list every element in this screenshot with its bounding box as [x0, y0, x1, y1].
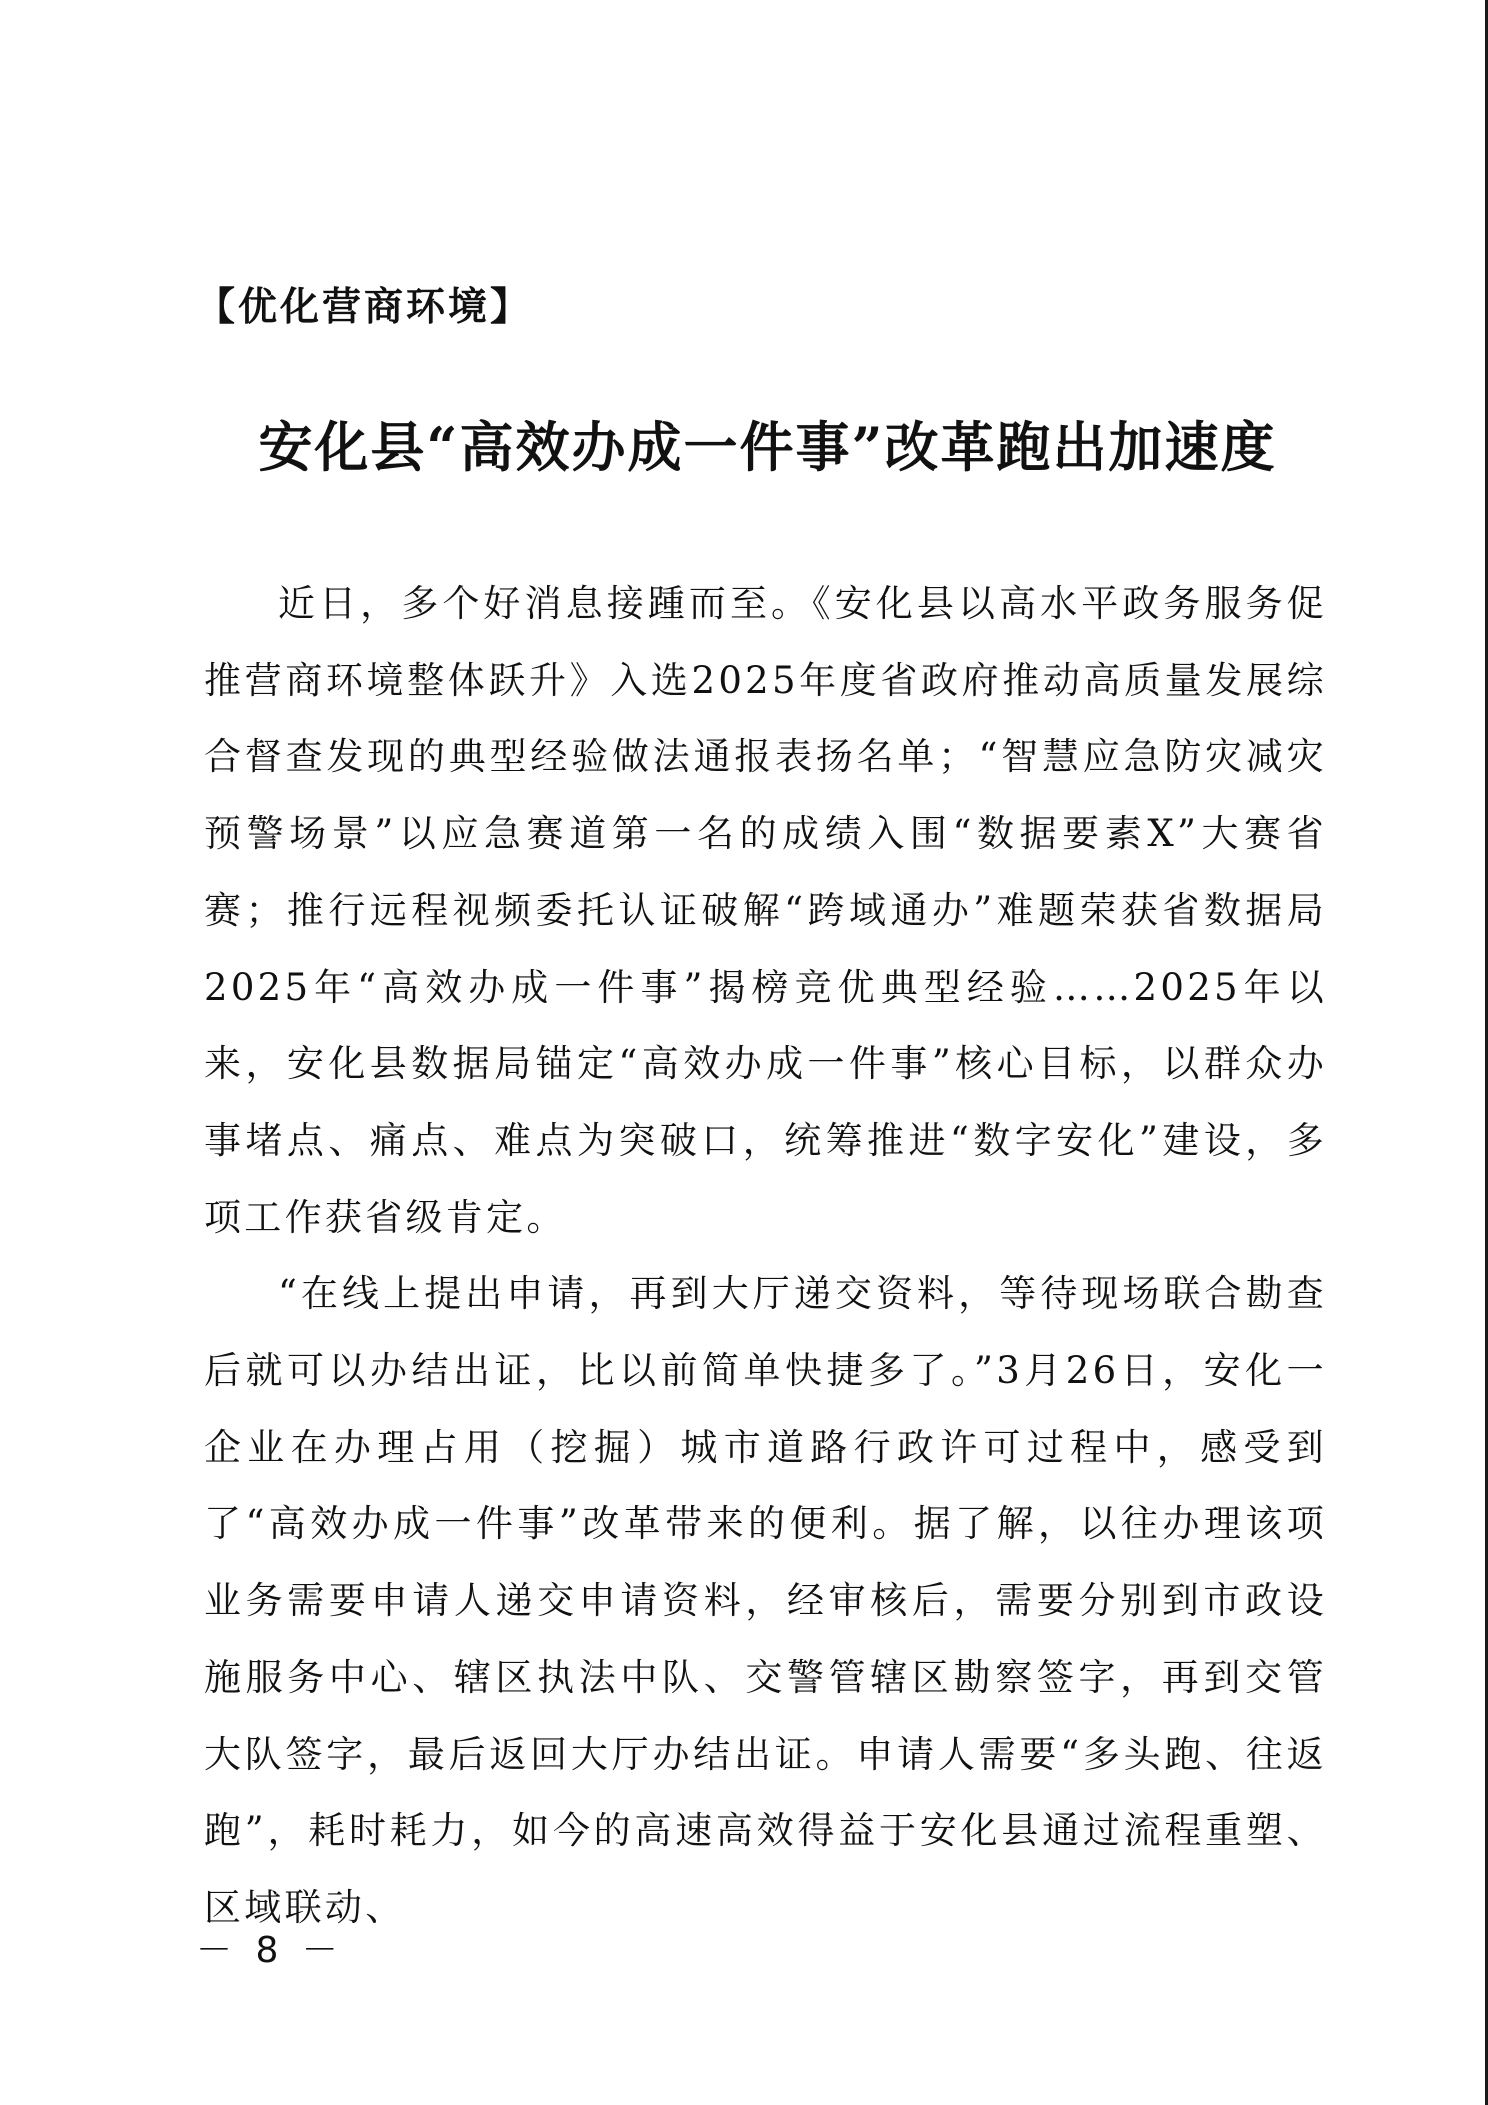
page-number: － 8 － — [196, 1930, 344, 1971]
article-title: 安化县“高效办成一件事”改革跑出加速度 — [258, 415, 1277, 479]
paragraph-1: 近日，多个好消息接踵而至。《安化县以高水平政务服务促推营商环境整体跃升》入选2025年度省政府推动高质量发展综合督查发现的典型经验做法通报表扬名单；“智慧应急防灾减灾预警场景”以应急赛道第一名的成绩入围“数据要素X”大赛省赛；推行远程视频委托认证破解“跨域通办”难题荣获省数据局2025年“高效办成一件事”揭榜竞优典型经验……2025年以来，安化县数据局锚定“高效办成一件事”核心目标，以群众办事堵点、痛点、难点为突破口，统筹推进“数字安化”建设，多项工作获省级肯定。 — [204, 582, 1327, 1239]
section-tag: 【优化营商环境】 — [196, 285, 533, 330]
article-body — [204, 566, 1327, 1947]
paragraph-2: “在线上提出申请，再到大厅递交资料，等待现场联合勘查后就可以办结出证，比以前简单快捷多了。”3月26日，安化一企业在办理占用（挖掘）城市道路行政许可过程中，感受到了“高效办成一件事”改革带来的便利。据了解，以往办理该项业务需要申请人递交申请资料，经审核后，需要分别到市政设施服务中心、辖区执法中队、交警管辖区勘察签字，再到交管大队签字，最后返回大厅办结出证。申请人需要“多头跑、往返跑”，耗时耗力，如今的高速高效得益于安化县通过流程重塑、区域联动、 — [204, 1272, 1327, 1929]
